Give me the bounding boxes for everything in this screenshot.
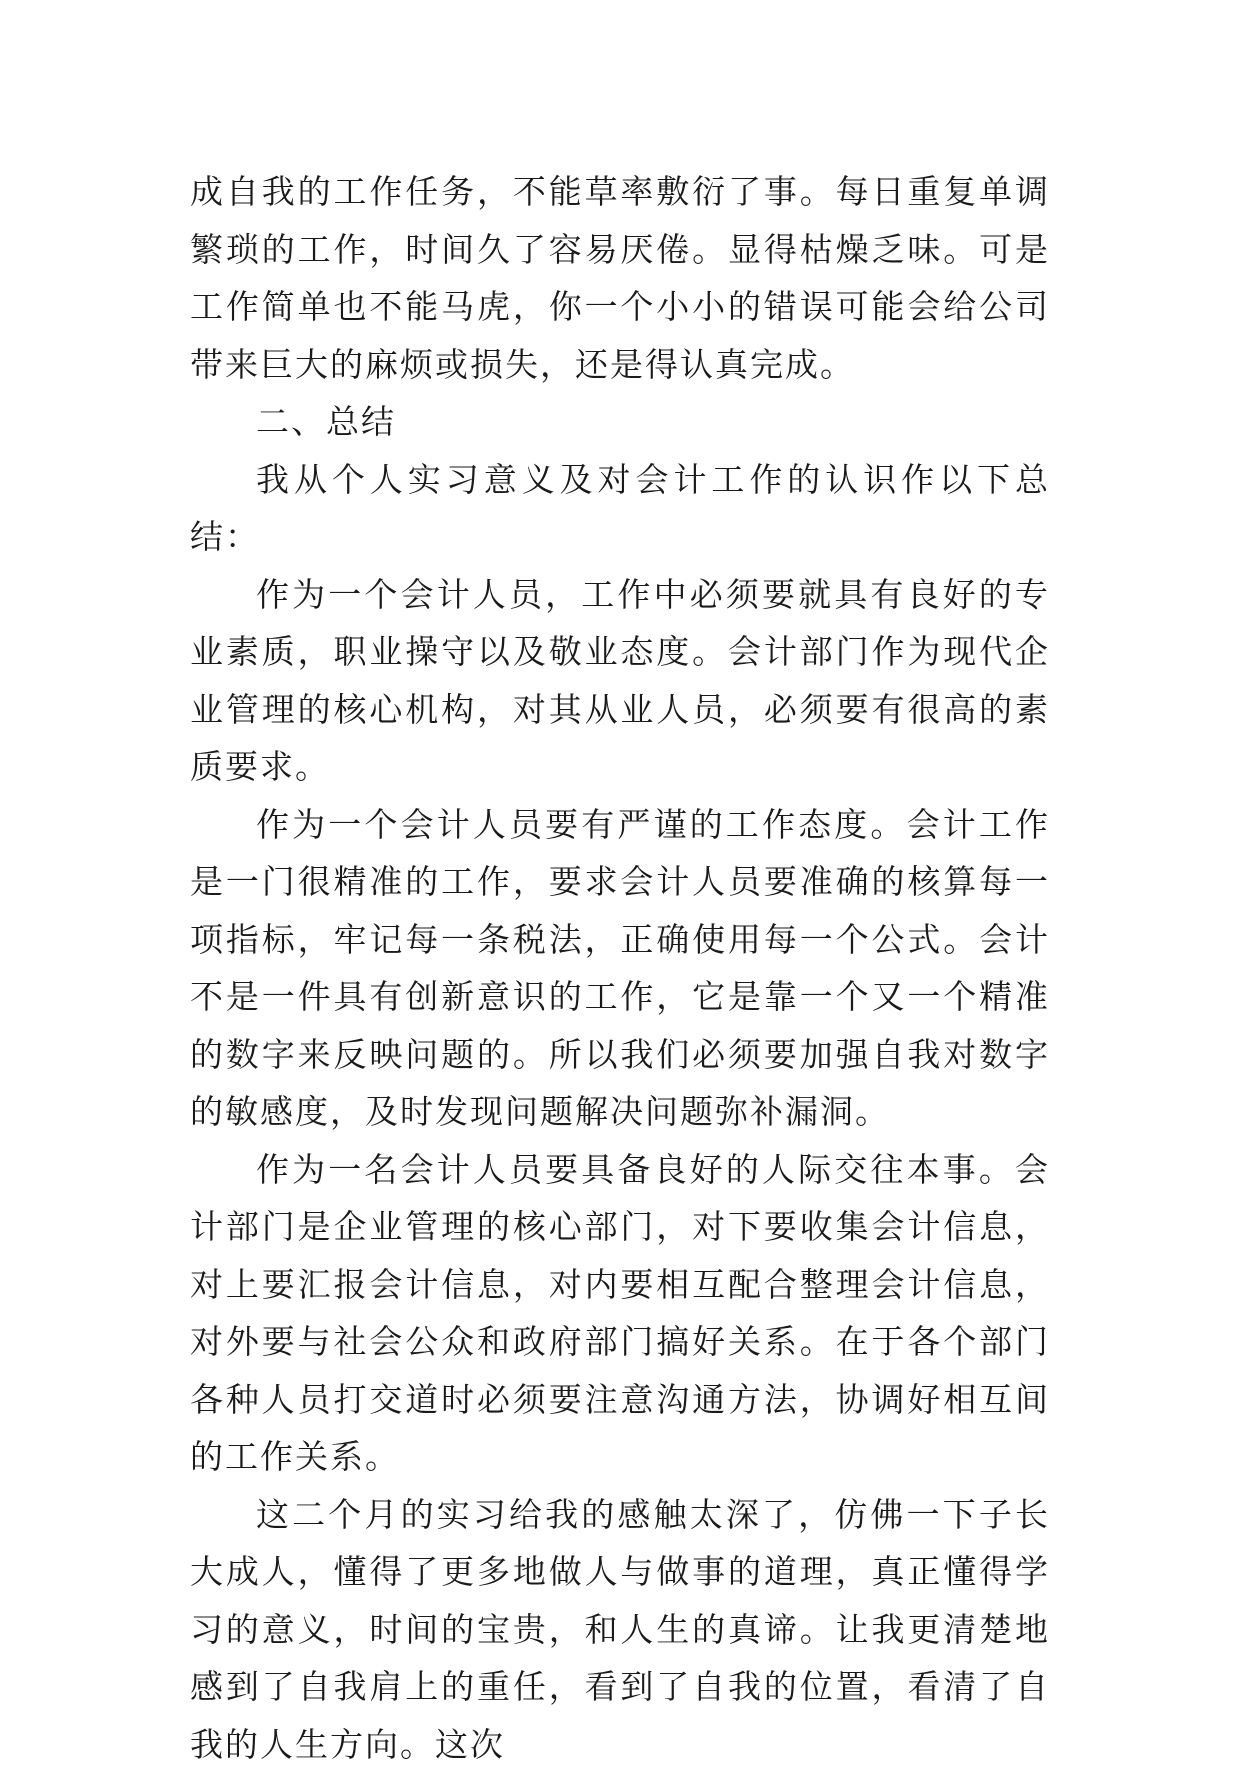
section-heading-summary: 二、总结 [190, 393, 1050, 451]
paragraph-rigorous-attitude: 作为一个会计人员要有严谨的工作态度。会计工作是一门很精准的工作，要求会计人员要准确的核算每一项指标，牢记每一条税法，正确使用每一个公式。会计不是一件具有创新意识的工作，它是靠一个又一个精准的数字来反映问题的。所以我们必须要加强自我对数字的敏感度，及时发现问题解决问题弥补漏洞。 [190, 796, 1050, 1141]
paragraph-intro: 我从个人实习意义及对会计工作的认识作以下总结： [190, 451, 1050, 566]
paragraph-internship-reflection: 这二个月的实习给我的感触太深了，仿佛一下子长大成人，懂得了更多地做人与做事的道理，真正懂得学习的意义，时间的宝贵，和人生的真谛。让我更清楚地感到了自我肩上的重任，看到了自我的位置，看清了自我的人生方向。这次 [190, 1486, 1050, 1773]
document-body [190, 163, 1050, 1773]
paragraph-1: 成自我的工作任务，不能草率敷衍了事。每日重复单调繁琐的工作，时间久了容易厌倦。显得枯燥乏味。可是工作简单也不能马虎，你一个小小的错误可能会给公司带来巨大的麻烦或损失，还是得认真完成。 [190, 163, 1050, 393]
paragraph-professional-quality: 作为一个会计人员，工作中必须要就具有良好的专业素质，职业操守以及敬业态度。会计部门作为现代企业管理的核心机构，对其从业人员，必须要有很高的素质要求。 [190, 566, 1050, 796]
paragraph-interpersonal-skills: 作为一名会计人员要具备良好的人际交往本事。会计部门是企业管理的核心部门，对下要收集会计信息，对上要汇报会计信息，对内要相互配合整理会计信息，对外要与社会公众和政府部门搞好关系。在于各个部门各种人员打交道时必须要注意沟通方法，协调好相互间的工作关系。 [190, 1141, 1050, 1486]
